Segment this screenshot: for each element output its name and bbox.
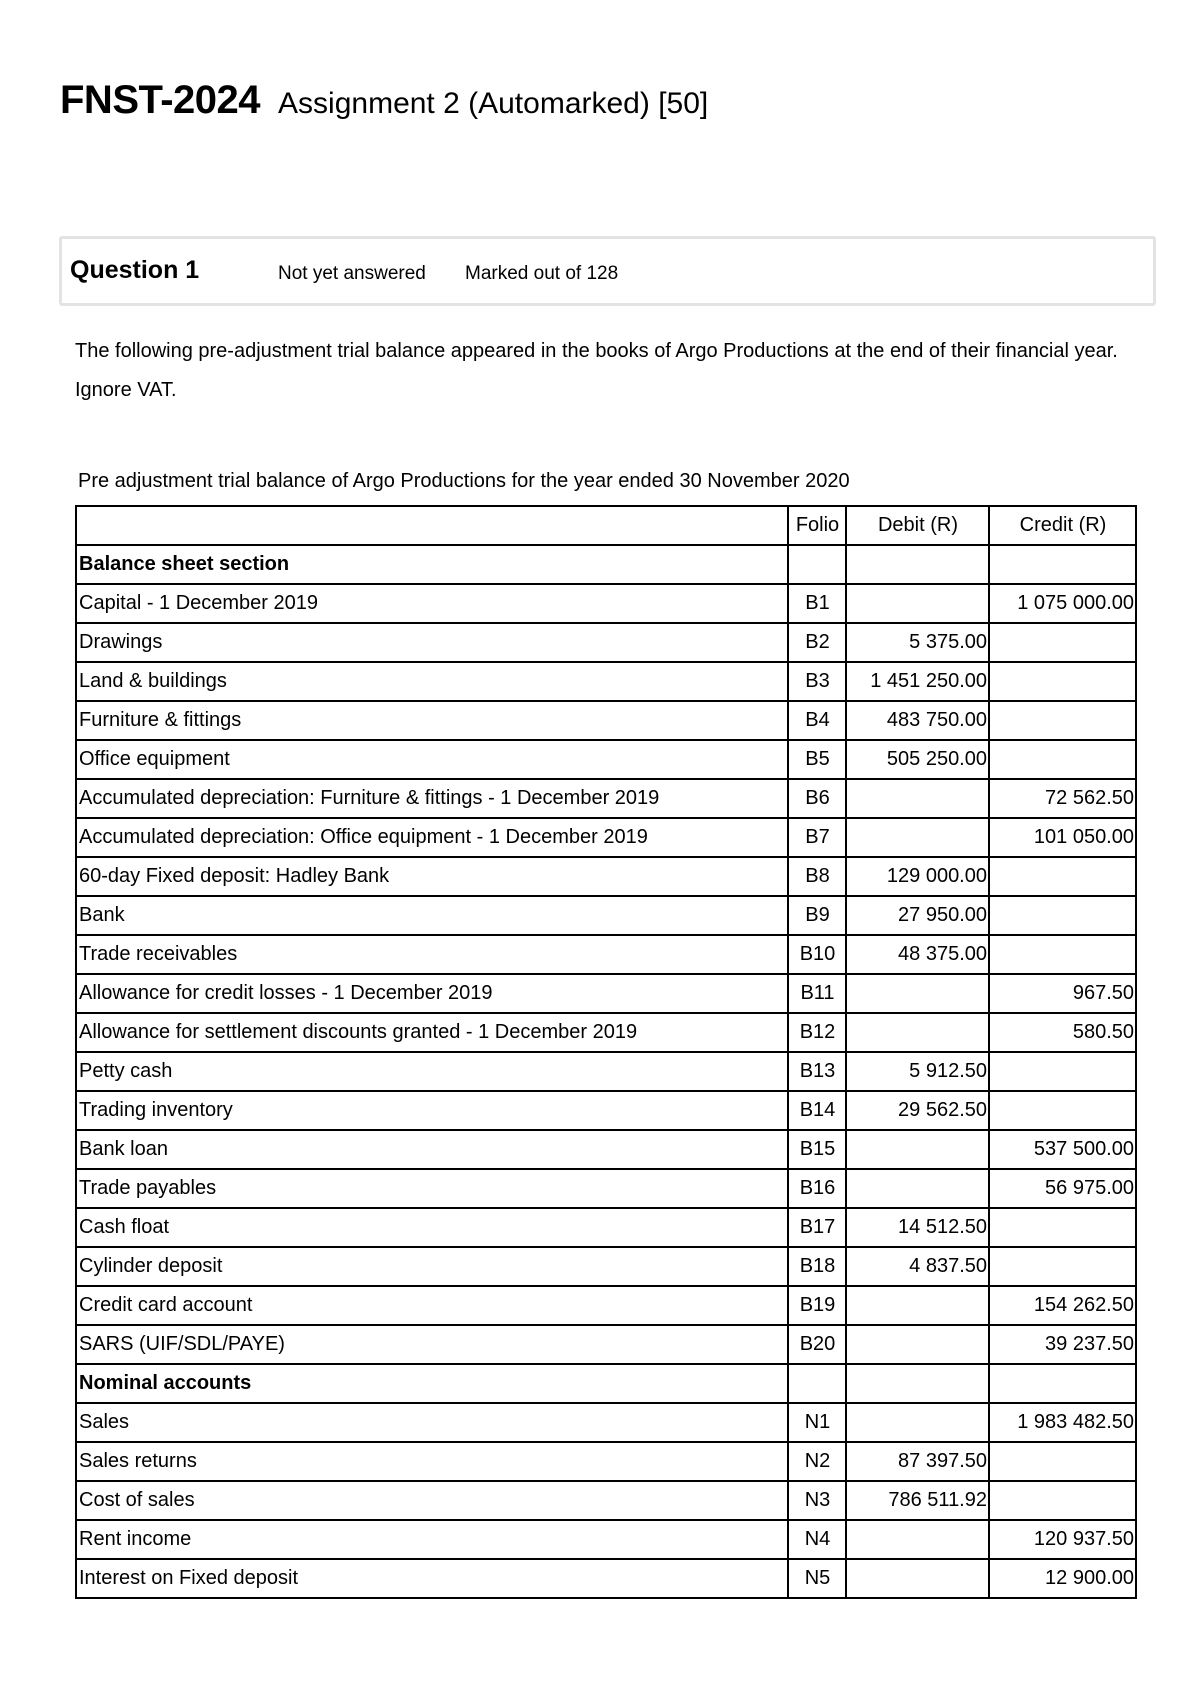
cell-credit (989, 935, 1136, 974)
cell-credit: 12 900.00 (989, 1559, 1136, 1598)
cell-credit: 154 262.50 (989, 1286, 1136, 1325)
cell-debit (846, 1169, 989, 1208)
cell-credit: 967.50 (989, 974, 1136, 1013)
cell-description: Furniture & fittings (76, 701, 788, 740)
cell-debit: 5 375.00 (846, 623, 989, 662)
question-info-box (59, 236, 1156, 306)
cell-folio: B9 (788, 896, 846, 935)
table-row (76, 1169, 1136, 1208)
cell-credit (989, 1208, 1136, 1247)
cell-description: Cylinder deposit (76, 1247, 788, 1286)
trial-balance-table (75, 505, 1137, 1599)
cell-debit (846, 1325, 989, 1364)
cell-folio: B2 (788, 623, 846, 662)
cell-description: Drawings (76, 623, 788, 662)
table-row (76, 857, 1136, 896)
cell-description: Cost of sales (76, 1481, 788, 1520)
cell-debit: 87 397.50 (846, 1442, 989, 1481)
cell-credit (989, 1442, 1136, 1481)
question-status: Not yet answered (278, 263, 426, 284)
section-header-row (76, 545, 1136, 584)
cell-folio: N2 (788, 1442, 846, 1481)
cell-description: Office equipment (76, 740, 788, 779)
table-caption: Pre adjustment trial balance of Argo Productions for the year ended 30 November 2020 (78, 470, 850, 492)
cell-debit: 505 250.00 (846, 740, 989, 779)
cell-description: 60-day Fixed deposit: Hadley Bank (76, 857, 788, 896)
assignment-title: Assignment 2 (Automarked) [50] (278, 87, 709, 120)
cell-description: Land & buildings (76, 662, 788, 701)
cell-folio: B1 (788, 584, 846, 623)
cell-debit (846, 1013, 989, 1052)
cell-folio: N5 (788, 1559, 846, 1598)
table-row (76, 1286, 1136, 1325)
cell-folio: B17 (788, 1208, 846, 1247)
table-row (76, 740, 1136, 779)
question-intro-text: The following pre-adjustment trial balance appeared in the books of Argo Productions at the end of their financial year. Ignore VAT. (75, 340, 1118, 401)
cell-description: Trading inventory (76, 1091, 788, 1130)
cell-debit (846, 1364, 989, 1403)
cell-description: Accumulated depreciation: Office equipment - 1 December 2019 (76, 818, 788, 857)
question-marks: Marked out of 128 (465, 263, 619, 284)
cell-credit: 56 975.00 (989, 1169, 1136, 1208)
cell-description: Allowance for credit losses - 1 December 2019 (76, 974, 788, 1013)
cell-folio: B11 (788, 974, 846, 1013)
cell-description: Sales (76, 1403, 788, 1442)
cell-debit: 5 912.50 (846, 1052, 989, 1091)
cell-credit (989, 896, 1136, 935)
cell-description: Balance sheet section (76, 545, 788, 584)
table-row (76, 1052, 1136, 1091)
cell-credit: 580.50 (989, 1013, 1136, 1052)
cell-folio: B7 (788, 818, 846, 857)
cell-debit (846, 1403, 989, 1442)
cell-folio: B20 (788, 1325, 846, 1364)
cell-credit (989, 545, 1136, 584)
cell-debit (846, 584, 989, 623)
table-row (76, 935, 1136, 974)
cell-credit (989, 740, 1136, 779)
cell-description: Bank (76, 896, 788, 935)
cell-credit (989, 701, 1136, 740)
cell-credit: 537 500.00 (989, 1130, 1136, 1169)
cell-debit (846, 779, 989, 818)
table-row (76, 818, 1136, 857)
cell-credit (989, 662, 1136, 701)
cell-debit: 48 375.00 (846, 935, 989, 974)
table-row (76, 1481, 1136, 1520)
cell-debit (846, 1520, 989, 1559)
cell-folio: B14 (788, 1091, 846, 1130)
cell-debit (846, 974, 989, 1013)
table-row (76, 701, 1136, 740)
cell-credit (989, 857, 1136, 896)
table-body (76, 545, 1136, 1598)
section-header-row (76, 1364, 1136, 1403)
cell-debit: 29 562.50 (846, 1091, 989, 1130)
cell-folio: B6 (788, 779, 846, 818)
header-debit: Debit (R) (846, 506, 989, 545)
cell-debit: 14 512.50 (846, 1208, 989, 1247)
cell-debit: 27 950.00 (846, 896, 989, 935)
table-row (76, 1442, 1136, 1481)
table-row (76, 896, 1136, 935)
table-row (76, 1325, 1136, 1364)
cell-debit: 483 750.00 (846, 701, 989, 740)
cell-credit (989, 1052, 1136, 1091)
cell-debit: 786 511.92 (846, 1481, 989, 1520)
cell-credit: 1 983 482.50 (989, 1403, 1136, 1442)
cell-folio: N1 (788, 1403, 846, 1442)
cell-credit (989, 1481, 1136, 1520)
table-header-row (76, 506, 1136, 545)
cell-description: Petty cash (76, 1052, 788, 1091)
cell-folio: B19 (788, 1286, 846, 1325)
table-row (76, 1520, 1136, 1559)
cell-credit (989, 1364, 1136, 1403)
cell-description: Credit card account (76, 1286, 788, 1325)
cell-description: Cash float (76, 1208, 788, 1247)
table-row (76, 779, 1136, 818)
cell-folio: B8 (788, 857, 846, 896)
table-row (76, 1559, 1136, 1598)
header-folio: Folio (788, 506, 846, 545)
cell-debit (846, 1559, 989, 1598)
cell-debit: 129 000.00 (846, 857, 989, 896)
cell-folio (788, 545, 846, 584)
cell-debit: 4 837.50 (846, 1247, 989, 1286)
cell-description: Capital - 1 December 2019 (76, 584, 788, 623)
cell-folio: B15 (788, 1130, 846, 1169)
cell-credit: 72 562.50 (989, 779, 1136, 818)
cell-debit (846, 545, 989, 584)
table-row (76, 623, 1136, 662)
cell-debit (846, 1286, 989, 1325)
cell-folio: B18 (788, 1247, 846, 1286)
table-row (76, 1091, 1136, 1130)
table-row (76, 662, 1136, 701)
cell-description: Bank loan (76, 1130, 788, 1169)
question-label: Question 1 (70, 256, 200, 284)
table-row (76, 1247, 1136, 1286)
cell-description: Rent income (76, 1520, 788, 1559)
table-row (76, 1208, 1136, 1247)
table-row (76, 584, 1136, 623)
cell-credit: 1 075 000.00 (989, 584, 1136, 623)
cell-folio: B10 (788, 935, 846, 974)
cell-folio: N4 (788, 1520, 846, 1559)
cell-credit: 39 237.50 (989, 1325, 1136, 1364)
cell-debit (846, 1130, 989, 1169)
page-header (60, 78, 708, 123)
cell-credit (989, 1091, 1136, 1130)
header-credit: Credit (R) (989, 506, 1136, 545)
cell-debit (846, 818, 989, 857)
cell-folio: B3 (788, 662, 846, 701)
cell-folio: B4 (788, 701, 846, 740)
cell-credit: 120 937.50 (989, 1520, 1136, 1559)
cell-description: Trade receivables (76, 935, 788, 974)
cell-folio: B12 (788, 1013, 846, 1052)
cell-description: SARS (UIF/SDL/PAYE) (76, 1325, 788, 1364)
table-row (76, 1130, 1136, 1169)
cell-description: Trade payables (76, 1169, 788, 1208)
cell-folio: B5 (788, 740, 846, 779)
cell-description: Allowance for settlement discounts granted - 1 December 2019 (76, 1013, 788, 1052)
cell-credit (989, 623, 1136, 662)
table-row (76, 974, 1136, 1013)
table-row (76, 1013, 1136, 1052)
header-description (76, 506, 788, 545)
cell-description: Accumulated depreciation: Furniture & fittings - 1 December 2019 (76, 779, 788, 818)
cell-description: Sales returns (76, 1442, 788, 1481)
cell-credit (989, 1247, 1136, 1286)
cell-description: Interest on Fixed deposit (76, 1559, 788, 1598)
cell-folio: B13 (788, 1052, 846, 1091)
cell-credit: 101 050.00 (989, 818, 1136, 857)
cell-debit: 1 451 250.00 (846, 662, 989, 701)
table-row (76, 1403, 1136, 1442)
cell-folio: B16 (788, 1169, 846, 1208)
course-code: FNST-2024 (60, 78, 261, 122)
cell-folio: N3 (788, 1481, 846, 1520)
cell-folio (788, 1364, 846, 1403)
cell-description: Nominal accounts (76, 1364, 788, 1403)
